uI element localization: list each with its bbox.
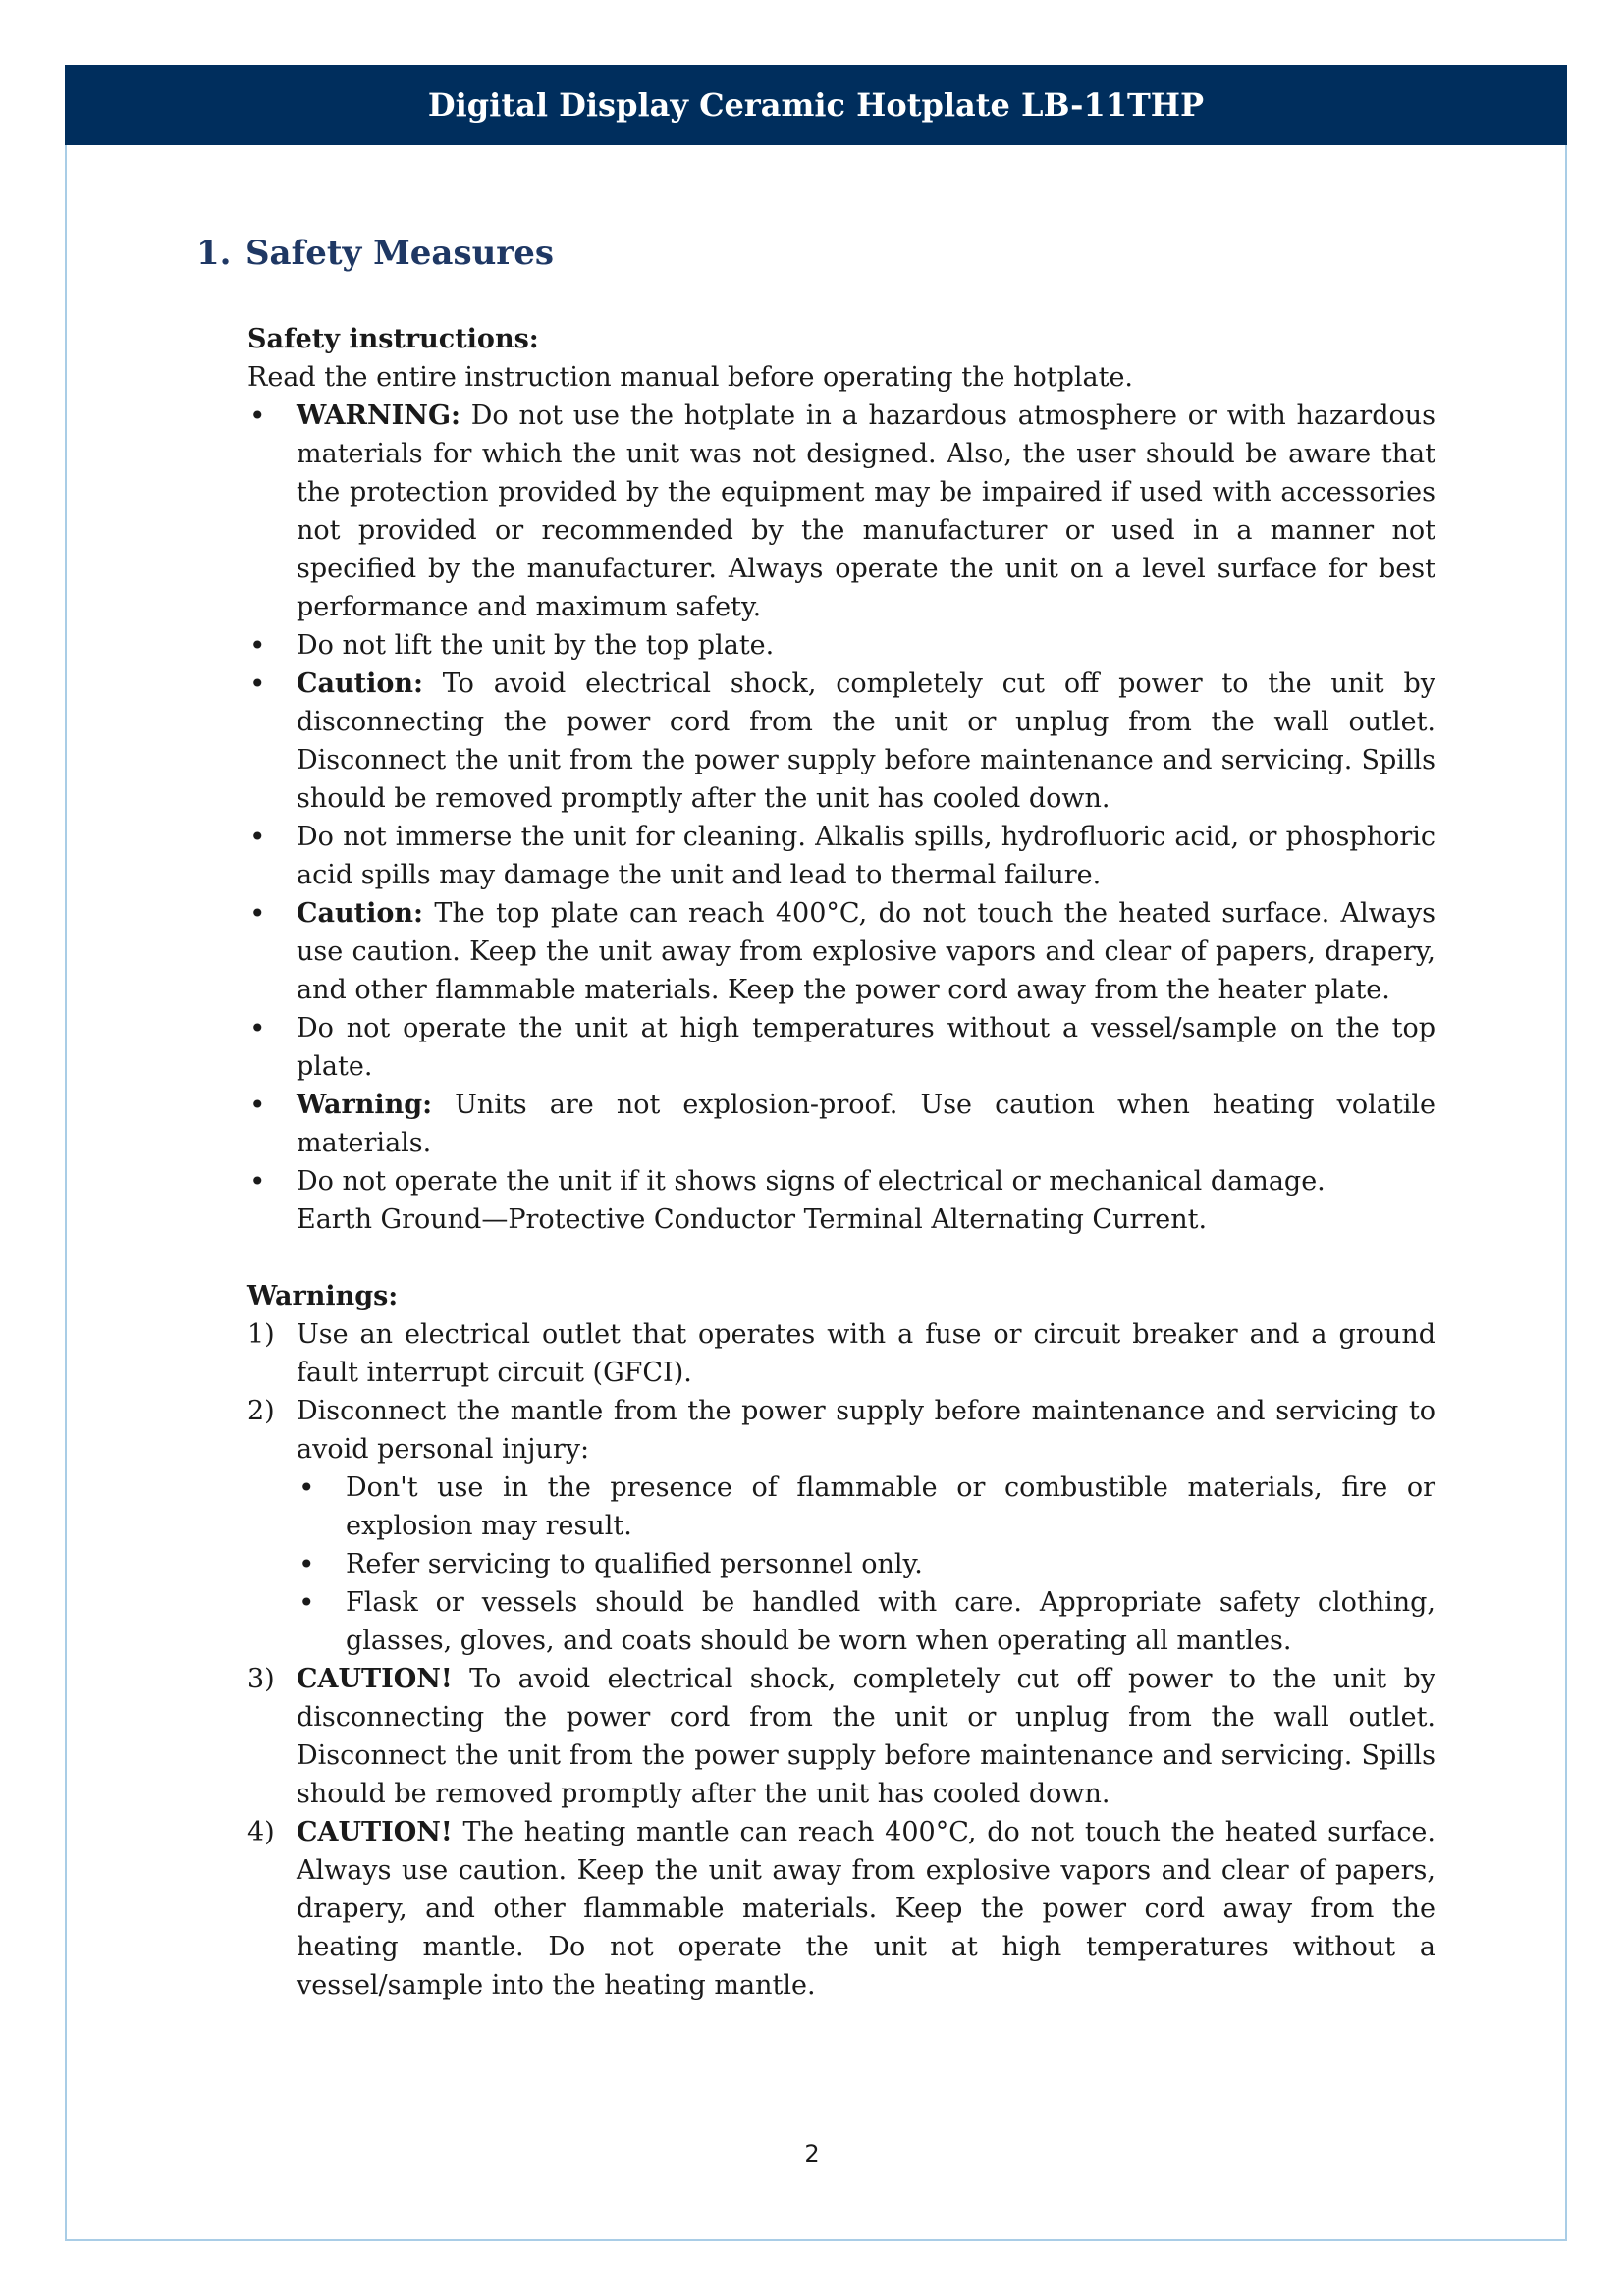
list-item	[247, 665, 1435, 818]
sub-list-item: • Don't use in the presence of flammable or combustible materials, fire or explosion may result.	[297, 1468, 1435, 1545]
section-number: 1.	[196, 234, 232, 273]
item-lead: CAUTION!	[297, 1664, 453, 1694]
item-number: 4)	[247, 1817, 275, 1847]
item-text: Units are not explosion-proof. Use caution when heating volatile materials.	[297, 1090, 1435, 1158]
item-number: 1)	[247, 1319, 275, 1350]
item-text: Do not use the hotplate in a hazardous atmosphere or with hazardous materials for which the unit was not designed. Also, the user should be aware that the protection provided by the equipment may be impaired if used with accessories not provided or recommended by the manufacturer or used in a manner not specified by the manufacturer. Always operate the unit on a level surface for best performance and maximum safety.	[297, 400, 1435, 622]
item-lead: CAUTION!	[297, 1817, 453, 1847]
item-lead: Caution:	[297, 668, 423, 699]
list-item	[247, 397, 1435, 626]
sub-list-item: • Flask or vessels should be handled with care. Appropriate safety clothing, glasses, gloves, and coats should be worn when operating all mantles.	[297, 1583, 1435, 1660]
warnings-list	[247, 1315, 1435, 2004]
section-title: Safety Measures	[245, 234, 554, 273]
list-item	[247, 1086, 1435, 1162]
item-text: The heating mantle can reach 400°C, do not touch the heated surface. Always use caution. Keep the unit away from explosive vapors and clear of papers, drapery, and other flammable materials. Keep the power cord away from the heating mantle. Do not operate the unit at high temperatures without a vessel/sample into the heating mantle.	[297, 1817, 1435, 2001]
numbered-item	[247, 1660, 1435, 1813]
sub-list	[297, 1468, 1435, 1660]
safety-instructions-heading: Safety instructions:	[247, 324, 539, 354]
item-number: 2)	[247, 1396, 275, 1426]
item-text: Do not immerse the unit for cleaning. Alkalis spills, hydrofluoric acid, or phosphoric acid spills may damage the unit and lead to thermal failure.	[297, 822, 1435, 890]
item-lead: Warning:	[297, 1090, 433, 1120]
safety-intro: Read the entire instruction manual before operating the hotplate.	[247, 362, 1134, 393]
item-text: Do not operate the unit if it shows signs of electrical or mechanical damage.	[297, 1166, 1326, 1197]
safety-list	[247, 397, 1435, 1201]
section-heading	[196, 234, 554, 273]
item-text: Do not operate the unit at high temperatures without a vessel/sample on the top plate.	[297, 1013, 1435, 1082]
item-lead: Caution:	[297, 898, 423, 929]
main-content	[247, 320, 1435, 2004]
numbered-item	[247, 1813, 1435, 2004]
item-text: Disconnect the mantle from the power supply before maintenance and servicing to avoid personal injury:	[297, 1396, 1435, 1465]
document-title: Digital Display Ceramic Hotplate LB-11THP	[427, 86, 1205, 124]
list-item	[247, 818, 1435, 894]
item-text: To avoid electrical shock, completely cut off power to the unit by disconnecting the power cord from the unit or unplug from the wall outlet. Disconnect the unit from the power supply before maintenance and servicing. Spills should be removed promptly after the unit has cooled down.	[297, 1664, 1435, 1809]
numbered-item	[247, 1315, 1435, 1392]
item-text: The top plate can reach 400°C, do not touch the heated surface. Always use caution. Keep the unit away from explosive vapors and clear of papers, drapery, and other flammable materials. Keep the power cord away from the heater plate.	[297, 898, 1435, 1005]
list-item	[247, 1009, 1435, 1086]
list-item	[247, 894, 1435, 1009]
numbered-item	[247, 1392, 1435, 1660]
item-text: Use an electrical outlet that operates with a fuse or circuit breaker and a ground fault interrupt circuit (GFCI).	[297, 1319, 1435, 1388]
item-lead: WARNING:	[297, 400, 460, 431]
ground-note: Earth Ground—Protective Conductor Terminal Alternating Current.	[297, 1204, 1208, 1235]
spacer	[247, 1239, 1435, 1277]
sub-list-item: • Refer servicing to qualified personnel only.	[297, 1545, 1435, 1583]
document-header	[65, 65, 1567, 145]
warnings-heading: Warnings:	[247, 1281, 399, 1311]
list-item	[247, 626, 1435, 665]
item-number: 3)	[247, 1664, 275, 1694]
page-number: 2	[804, 2140, 820, 2167]
item-text: To avoid electrical shock, completely cut off power to the unit by disconnecting the power cord from the unit or unplug from the wall outlet. Disconnect the unit from the power supply before maintenance and servicing. Spills should be removed promptly after the unit has cooled down.	[297, 668, 1435, 814]
item-text: Do not lift the unit by the top plate.	[297, 630, 775, 661]
list-item	[247, 1162, 1435, 1201]
